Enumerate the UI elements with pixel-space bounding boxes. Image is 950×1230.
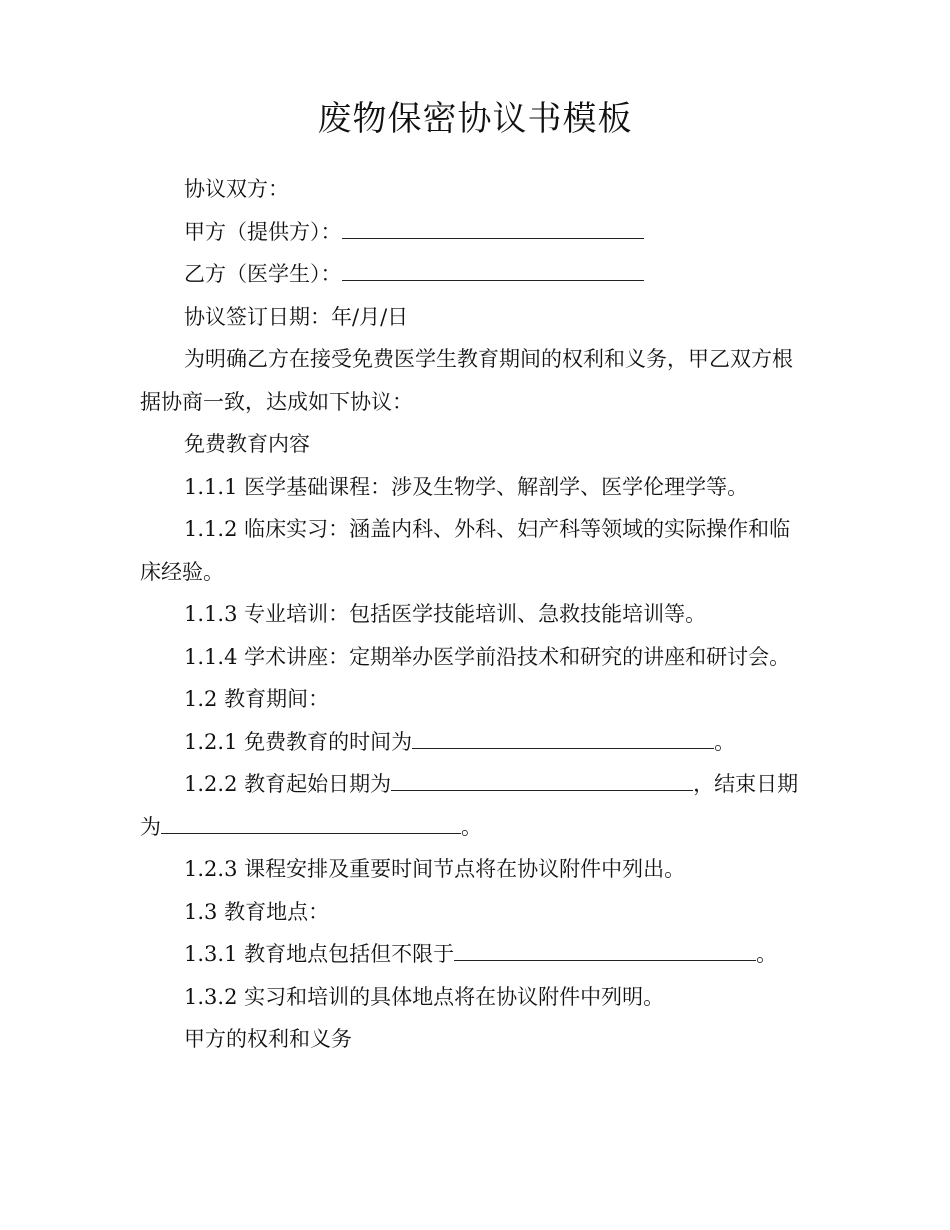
- parties-heading: 协议双方：: [184, 177, 289, 201]
- party-a-label: 甲方（提供方）：: [184, 219, 342, 244]
- party-b-label: 乙方（医学生）：: [184, 262, 342, 286]
- item-1-2-3: 1.2.3 课程安排及重要时间节点将在协议附件中列出。: [184, 857, 686, 881]
- education-location-blank-field[interactable]: [454, 934, 756, 961]
- item-1-1-2: 1.1.2 临床实习：涵盖内科、外科、妇产科等领域的实际操作和临床经验。: [140, 517, 791, 584]
- document-title: 废物保密协议书模板: [317, 99, 633, 139]
- section2-heading: 甲方的权利和义务: [184, 1027, 352, 1051]
- item-1-2-1-prefix: 1.2.1 免费教育的时间为: [184, 729, 413, 754]
- intro-paragraph: 为明确乙方在接受免费医学生教育期间的权利和义务，甲乙双方根据协商一致，达成如下协议：: [140, 347, 793, 414]
- item-1-2-2-prefix: 1.2.2 教育起始日期为: [184, 772, 392, 796]
- end-date-blank-field[interactable]: [161, 807, 461, 834]
- item-1-3-2: 1.3.2 实习和培训的具体地点将在协议附件中列明。: [184, 984, 665, 1009]
- party-b-line: [140, 253, 800, 296]
- sign-date: 协议签订日期：年/月/日: [184, 304, 409, 329]
- party-b-blank-field[interactable]: [342, 254, 644, 281]
- item-1-3-1-prefix: 1.3.1 教育地点包括但不限于: [184, 942, 455, 966]
- item-1-1-4: 1.1.4 学术讲座：定期举办医学前沿技术和研究的讲座和研讨会。: [184, 644, 791, 669]
- item-1-2-2-middle: ，结束日期为: [140, 772, 799, 839]
- item-1-2-1-suffix: 。: [714, 729, 736, 754]
- item-1-1-1: 1.1.1 医学基础课程：涉及生物学、解剖学、医学伦理学等。: [184, 474, 749, 499]
- item-1-2-2: [140, 763, 800, 848]
- party-a-line: [140, 211, 800, 254]
- section1-heading: 免费教育内容: [184, 432, 310, 456]
- education-duration-blank-field[interactable]: [412, 722, 714, 749]
- item-1-2: 1.2 教育期间：: [184, 687, 330, 711]
- item-1-1-3: 1.1.3 专业培训：包括医学技能培训、急救技能培训等。: [184, 602, 707, 626]
- item-1-3: 1.3 教育地点：: [184, 899, 330, 924]
- item-1-2-1: [140, 721, 800, 764]
- party-a-blank-field[interactable]: [342, 212, 644, 239]
- item-1-2-2-suffix: 。: [461, 814, 482, 839]
- start-date-blank-field[interactable]: [391, 764, 693, 791]
- item-1-3-1: [140, 933, 800, 976]
- item-1-3-1-suffix: 。: [756, 942, 778, 966]
- document-body: [140, 168, 800, 1061]
